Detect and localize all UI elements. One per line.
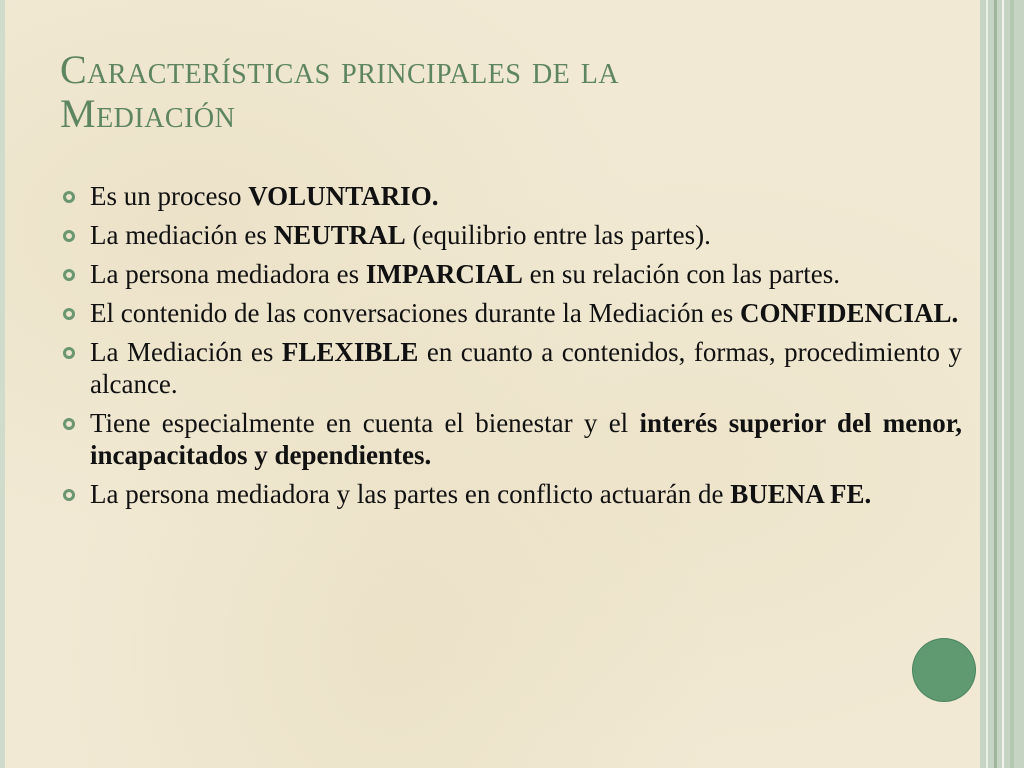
bullet-emphasis: VOLUNTARIO. xyxy=(248,181,439,211)
bullet-text: El contenido de las conversaciones durante la Mediación es xyxy=(90,298,741,328)
title-line-1: Características principales de la xyxy=(60,47,620,92)
bullet-text-after: en cuanto a contenidos, formas, procedimiento y alcance. xyxy=(90,337,962,399)
bullet-emphasis: FLEXIBLE xyxy=(281,337,419,367)
bullet-text: La persona mediadora y las partes en conflicto actuarán de xyxy=(90,479,731,509)
bullet-text: La persona mediadora es xyxy=(90,259,366,289)
ring-bullet-icon xyxy=(62,346,76,360)
bullet-list xyxy=(62,180,962,517)
ring-bullet-icon xyxy=(62,268,76,282)
slide-title xyxy=(60,48,940,136)
band-stripe xyxy=(986,0,988,768)
ring-bullet-icon xyxy=(62,190,76,204)
bullet-emphasis: interés superior del menor, incapacitados y dependientes. xyxy=(90,408,962,470)
left-border xyxy=(0,0,5,768)
bullet-item xyxy=(62,478,962,510)
bullet-item xyxy=(62,407,962,471)
bullet-text: La Mediación es xyxy=(90,337,282,367)
ring-bullet-icon xyxy=(62,417,76,431)
decorative-green-circle xyxy=(913,639,975,701)
bullet-text: La mediación es xyxy=(90,220,274,250)
bullet-item xyxy=(62,297,962,329)
bullet-text-after: (equilibrio entre las partes). xyxy=(405,220,711,250)
bullet-item xyxy=(62,219,962,251)
bullet-text: Tiene especialmente en cuenta el bienestar y el xyxy=(90,408,640,438)
bullet-item xyxy=(62,258,962,290)
title-line-2: Mediación xyxy=(60,91,236,136)
ring-bullet-icon xyxy=(62,307,76,321)
bullet-emphasis: CONFIDENCIAL. xyxy=(740,298,959,328)
right-decorative-band xyxy=(980,0,1024,768)
band-stripe xyxy=(1002,0,1004,768)
bullet-emphasis: IMPARCIAL xyxy=(365,259,523,289)
bullet-emphasis: NEUTRAL xyxy=(273,220,406,250)
bullet-text: Es un proceso xyxy=(90,181,249,211)
bullet-text-after: en su relación con las partes. xyxy=(522,259,841,289)
bullet-emphasis: BUENA FE. xyxy=(730,479,872,509)
band-stripe xyxy=(1010,0,1014,768)
ring-bullet-icon xyxy=(62,229,76,243)
bullet-item xyxy=(62,336,962,400)
bullet-item xyxy=(62,180,962,212)
band-stripe xyxy=(994,0,997,768)
ring-bullet-icon xyxy=(62,488,76,502)
